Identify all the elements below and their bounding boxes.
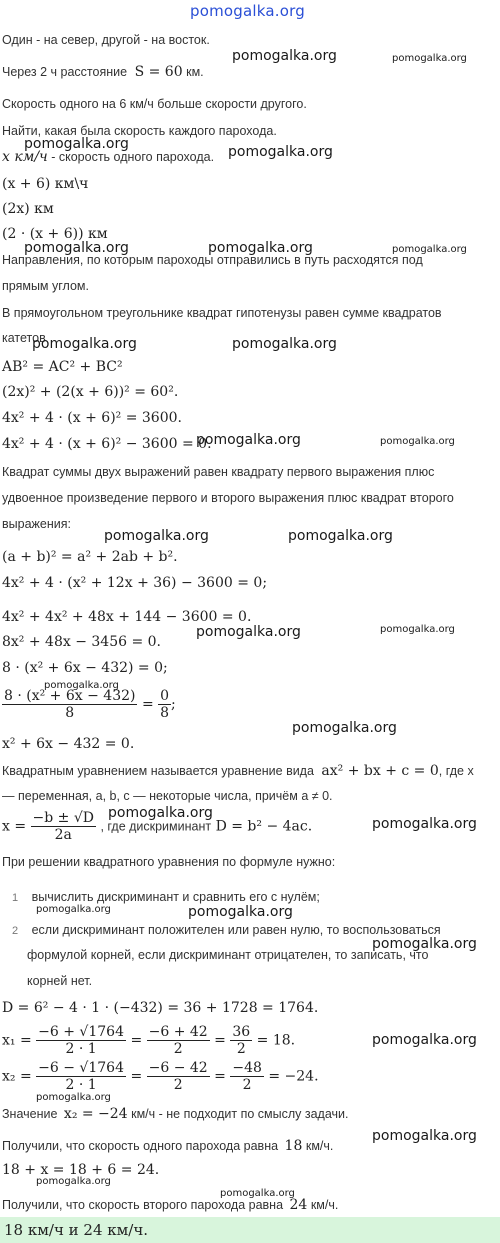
math-lhs: x = <box>2 818 27 835</box>
fraction <box>147 1024 210 1057</box>
text-line-14: — переменная, a, b, c — некоторые числа, причём a ≠ 0. <box>2 789 333 803</box>
text-line-6: Направления, по которым пароходы отправились в путь расходятся под <box>2 253 423 267</box>
watermark: pomogalka.org <box>288 528 393 544</box>
fraction-numerator: −6 + √1764 <box>38 1024 124 1040</box>
watermark: pomogalka.org <box>220 1188 295 1199</box>
watermark: pomogalka.org <box>380 624 455 635</box>
math-expr-17: 18 + x = 18 + 6 = 24. <box>2 1162 160 1178</box>
watermark: pomogalka.org <box>196 624 301 640</box>
text-line-7: прямым углом. <box>2 279 89 293</box>
list-text-cont: формулой корней, если дискриминант отрицателен, то записать, что <box>27 948 429 962</box>
math-discriminant-calc: D = 6² − 4 · 1 · (−432) = 36 + 1728 = 1764. <box>2 1000 319 1016</box>
fraction-denominator: 2 <box>173 1041 183 1057</box>
fraction-denominator: 2 <box>173 1077 183 1093</box>
watermark: pomogalka.org <box>372 816 477 832</box>
text-line-3: Скорость одного на 6 км/ч больше скорости другого. <box>2 97 307 111</box>
text-segment: , где x <box>438 764 474 778</box>
fraction-numerator: −6 − 42 <box>148 1060 208 1076</box>
math-discriminant: D = b² − 4ac. <box>215 818 313 835</box>
text-line-8: В прямоугольном треугольнике квадрат гипотенузы равен сумме квадратов <box>2 306 442 320</box>
fraction-numerator: 0 <box>160 688 170 704</box>
fraction <box>36 1060 126 1093</box>
list-number: 2 <box>12 925 19 937</box>
text-line-12: выражения: <box>2 517 71 531</box>
math-quadratic-equation: x² + 6x − 432 = 0. <box>2 736 135 752</box>
text-segment: км/ч. <box>305 1139 334 1153</box>
text-line-9: катетов <box>2 331 46 345</box>
fraction <box>2 688 137 721</box>
math-inline: x₂ = −24 <box>63 1106 128 1122</box>
watermark: pomogalka.org <box>392 53 467 64</box>
answer-highlight <box>0 1217 500 1243</box>
watermark: pomogalka.org <box>392 244 467 255</box>
text-line-15: При решении квадратного уравнения по формуле нужно: <box>2 855 336 869</box>
text-line-10: Квадрат суммы двух выражений равен квадрату первого выражения плюс <box>2 465 435 479</box>
math-expr-5: (2x)² + (2(x + 6))² = 60². <box>2 384 179 400</box>
list-text: если дискриминант положителен или равен нулю, то воспользоваться <box>31 923 441 937</box>
text-segment: Через 2 ч расстояние <box>2 65 128 79</box>
watermark: pomogalka.org <box>372 1128 477 1144</box>
math-expr-12: 8 · (x² + 6x − 432) = 0; <box>2 660 168 676</box>
watermark: pomogalka.org <box>232 48 337 64</box>
math-expr-2: (2x) км <box>2 201 54 217</box>
math-lhs: x₁ = <box>2 1032 32 1049</box>
watermark: pomogalka.org <box>32 336 137 352</box>
math-expr-7: 4x² + 4 · (x + 6)² − 3600 = 0. <box>2 436 212 452</box>
fraction-numerator: −6 + 42 <box>148 1024 208 1040</box>
math-expr-10: 4x² + 4x² + 48x + 144 − 3600 = 0. <box>2 609 252 625</box>
fraction-denominator: 8 <box>65 705 75 721</box>
text-segment: км/ч - не подходит по смыслу задачи. <box>131 1107 349 1121</box>
math-fraction-divide: $\frac{\text{8 · (x² + 6x − 432)}}{8}$ = $\frac{0}{8}$ ; <box>4 688 176 721</box>
math-expr-6: 4x² + 4 · (x + 6)² = 3600. <box>2 410 182 426</box>
text-line-17 <box>2 1138 333 1154</box>
fraction <box>158 688 171 721</box>
watermark: pomogalka.org <box>36 904 111 915</box>
fraction-denominator: 8 <box>160 705 170 721</box>
watermark: pomogalka.org <box>36 1176 111 1187</box>
fraction-denominator: 2 <box>236 1041 246 1057</box>
text-segment: Получили, что скорость второго парохода равна <box>2 1198 284 1212</box>
fraction <box>230 1060 264 1093</box>
math-inline: 18 <box>284 1138 303 1154</box>
text-segment: , где дискриминант <box>100 819 212 834</box>
fraction <box>36 1024 126 1057</box>
fraction-denominator: 2 · 1 <box>65 1077 97 1093</box>
math-lhs: x₂ = <box>2 1068 32 1085</box>
watermark: pomogalka.org <box>24 240 129 256</box>
fraction-numerator: −b ± √D <box>32 810 94 826</box>
fraction-denominator: 2 · 1 <box>65 1041 97 1057</box>
watermark: pomogalka.org <box>292 720 397 736</box>
watermark: pomogalka.org <box>228 144 333 160</box>
text-segment: - скорость одного парохода. <box>47 150 215 164</box>
fraction-numerator: 36 <box>232 1024 251 1040</box>
watermark: pomogalka.org <box>372 936 477 952</box>
text-line-13 <box>2 763 474 779</box>
answer-text: 18 км/ч и 24 км/ч. <box>4 1221 149 1239</box>
watermark-top: pomogalka.org <box>190 2 305 20</box>
text-line-11: удвоенное произведение первого и второго выражения плюс квадрат второго <box>2 491 454 505</box>
math-expr-9: 4x² + 4 · (x² + 12x + 36) − 3600 = 0; <box>2 575 268 591</box>
math-inline: 24 <box>289 1197 308 1213</box>
math-result: = −24. <box>268 1068 319 1085</box>
fraction <box>31 810 96 843</box>
fraction-numerator: 8 · (x² + 6x − 432) <box>4 688 136 704</box>
fraction-numerator: −48 <box>232 1060 262 1076</box>
list-item <box>12 890 320 904</box>
math-square-of-sum: (a + b)² = a² + 2ab + b². <box>2 549 178 565</box>
fraction-denominator: 2 <box>242 1077 252 1093</box>
math-root-x2: x₂ = $\frac{-6 - √1764}{2 \cdot 1}$ = $\frac{-6 - 42}{2}$ = $\frac{-48}{2}$ = −24. <box>2 1060 319 1093</box>
list-item <box>12 923 441 937</box>
watermark: pomogalka.org <box>380 436 455 447</box>
watermark: pomogalka.org <box>36 1092 111 1103</box>
watermark: pomogalka.org <box>372 1032 477 1048</box>
math-distance: S = 60 <box>134 64 183 80</box>
text-line-2 <box>2 64 204 80</box>
text-line-4: Найти, какая была скорость каждого парохода. <box>2 124 277 138</box>
text-segment: Значение <box>2 1107 58 1121</box>
fraction-denominator: 2a <box>54 827 72 843</box>
text-segment: Получили, что скорость одного парохода равна <box>2 1139 279 1153</box>
watermark: pomogalka.org <box>108 805 213 821</box>
watermark: pomogalka.org <box>232 336 337 352</box>
fraction <box>147 1060 210 1093</box>
watermark: pomogalka.org <box>196 432 301 448</box>
text-segment: км/ч. <box>310 1198 339 1212</box>
math-root-x1: x₁ = $\frac{-6 + √1764}{2 \cdot 1}$ = $\frac{-6 + 42}{2}$ = $\frac{36}{2}$ = 18. <box>2 1024 296 1057</box>
math-pythagoras: AB² = AC² + BC² <box>2 359 123 375</box>
watermark: pomogalka.org <box>208 240 313 256</box>
list-text-cont: корней нет. <box>27 974 93 988</box>
watermark: pomogalka.org <box>44 680 119 691</box>
text-line-1: Один - на север, другой - на восток. <box>2 33 210 47</box>
text-line-18 <box>2 1197 338 1213</box>
math-speed-unit: x км/ч <box>2 149 48 165</box>
math-expr-1: (x + 6) км\ч <box>2 176 89 192</box>
math-inline: ax² + bx + c = 0 <box>321 763 439 779</box>
fraction <box>230 1024 252 1057</box>
list-text: вычислить дискриминант и сравнить его с нулём; <box>31 890 320 904</box>
math-expr-11: 8x² + 48x − 3456 = 0. <box>2 634 162 650</box>
text-segment: км. <box>186 65 204 79</box>
fraction-numerator: −6 − √1764 <box>38 1060 124 1076</box>
watermark: pomogalka.org <box>104 528 209 544</box>
math-expr-3: (2 · (x + 6)) км <box>2 226 108 242</box>
list-number: 1 <box>12 892 19 904</box>
watermark: pomogalka.org <box>24 136 129 152</box>
text-line-16 <box>2 1106 349 1122</box>
math-result: = 18. <box>256 1032 296 1049</box>
text-segment: Квадратным уравнением называется уравнение вида <box>2 764 314 778</box>
watermark: pomogalka.org <box>188 904 293 920</box>
